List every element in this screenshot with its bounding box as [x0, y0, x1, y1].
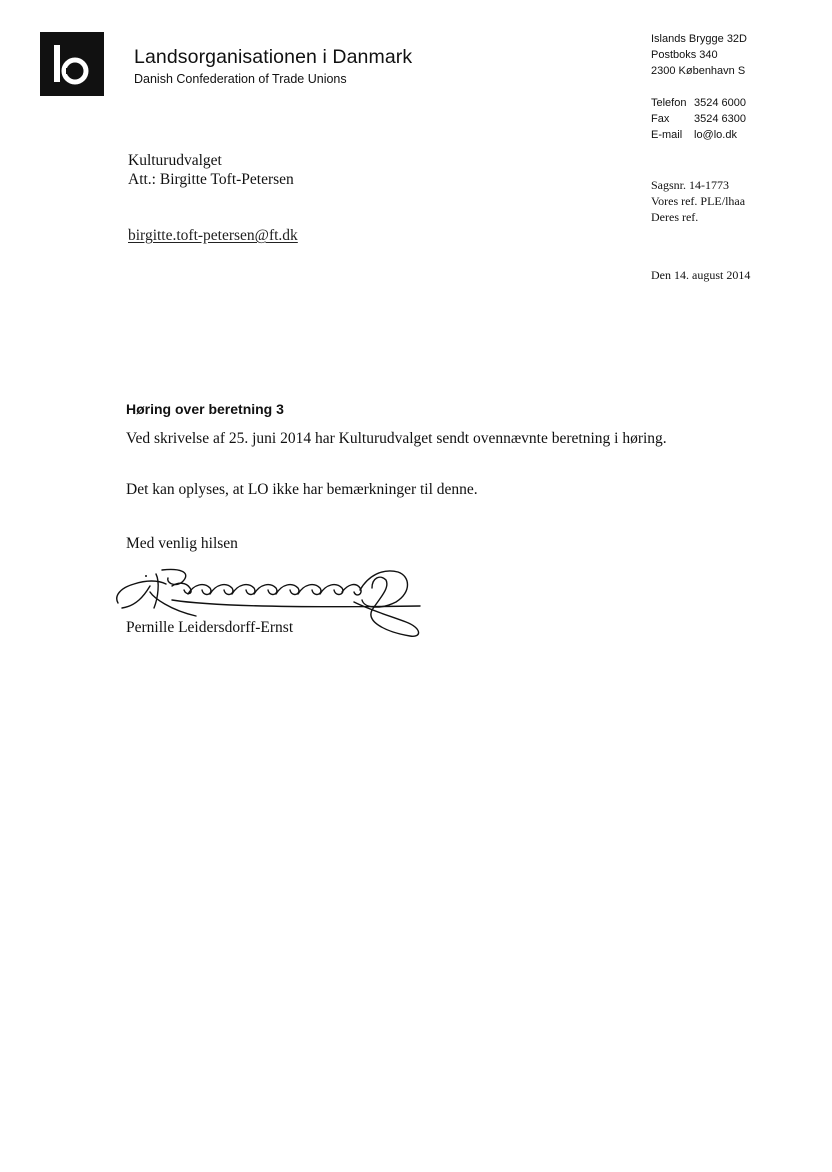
fax-label: Fax	[651, 113, 670, 125]
organization-subtitle: Danish Confederation of Trade Unions	[134, 72, 347, 86]
address-line: Islands Brygge 32D	[651, 33, 747, 45]
fax-value: 3524 6300	[694, 113, 746, 125]
email-row	[651, 127, 746, 143]
email-label: E-mail	[651, 129, 683, 141]
recipient-block	[128, 151, 294, 189]
case-number: Sagsnr. 14-1773	[651, 178, 729, 192]
letter-paragraph: Det kan oplyses, at LO ikke har bemærkninger til denne.	[126, 481, 478, 498]
fax-row	[651, 111, 746, 127]
organization-name: Landsorganisationen i Danmark	[134, 46, 413, 68]
letter-date: Den 14. august 2014	[651, 268, 751, 282]
letter-subject: Høring over beretning 3	[126, 401, 284, 417]
recipient-attention: Att.: Birgitte Toft-Petersen	[128, 171, 294, 188]
sender-address	[651, 31, 747, 79]
recipient-name: Kulturudvalget	[128, 152, 222, 169]
email-value: lo@lo.dk	[694, 129, 737, 141]
phone-label: Telefon	[651, 97, 687, 109]
reference-block	[651, 177, 745, 225]
signer-name: Pernille Leidersdorff-Ernst	[126, 619, 294, 636]
recipient-email-link[interactable]: birgitte.toft-petersen@ft.dk	[128, 227, 298, 244]
our-reference: Vores ref. PLE/lhaa	[651, 194, 746, 208]
phone-row	[651, 95, 746, 111]
lo-logo	[40, 32, 104, 96]
phone-value: 3524 6000	[694, 97, 746, 109]
letter-paragraph: Ved skrivelse af 25. juni 2014 har Kulturudvalget sendt ovennævnte beretning i høring.	[126, 430, 667, 447]
lo-logo-mark	[40, 32, 104, 96]
your-reference: Deres ref.	[651, 210, 699, 224]
address-line: Postboks 340	[651, 49, 718, 61]
sender-contact	[651, 95, 746, 143]
letter-closing: Med venlig hilsen	[126, 535, 238, 552]
address-line: 2300 København S	[651, 65, 746, 77]
